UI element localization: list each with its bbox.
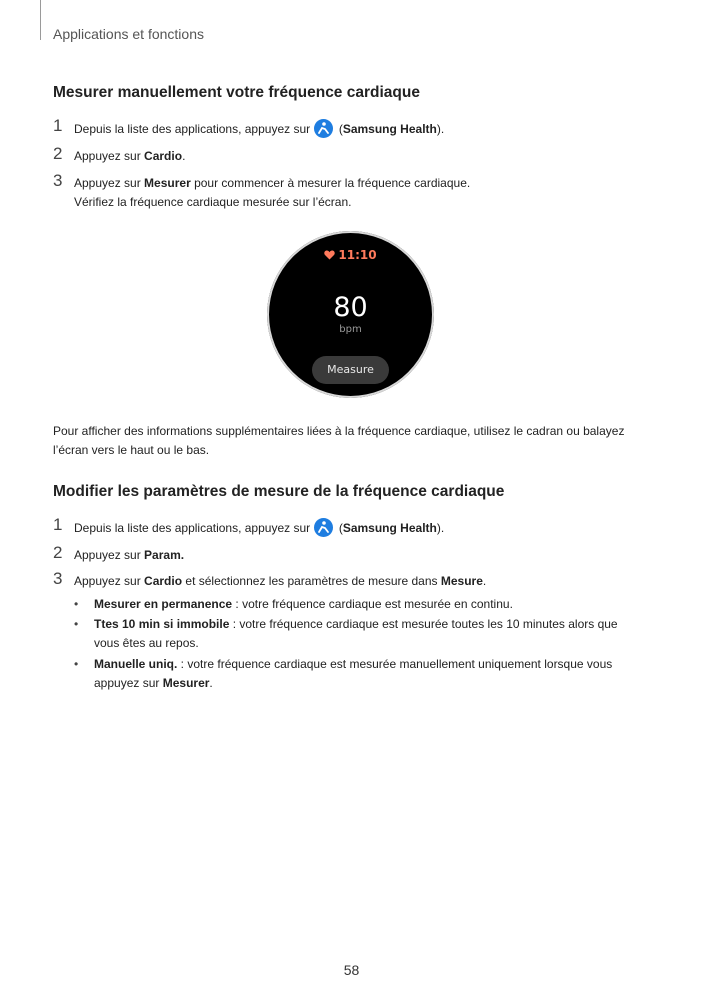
step-number: 3 <box>53 569 63 588</box>
heart-rate-value: 80 <box>333 292 368 323</box>
step-number: 2 <box>53 543 63 562</box>
list-item: • Manuelle uniq. : votre fréquence cardiaque est mesurée manuellement uniquement lorsque vous appuyez sur Mesurer. <box>74 657 613 690</box>
step-number: 1 <box>53 116 63 135</box>
samsung-health-icon <box>314 119 333 138</box>
watch-time: 11:10 <box>267 248 434 263</box>
step-number: 2 <box>53 144 63 163</box>
step-1: 1 Depuis la liste des applications, appuyez sur (Samsung Health). <box>53 116 445 136</box>
section-title-measure: Mesurer manuellement votre fréquence cardiaque <box>53 84 420 101</box>
step-1: 1 Depuis la liste des applications, appuyez sur (Samsung Health). <box>53 515 445 535</box>
step-2: 2 Appuyez sur Param. <box>53 543 185 562</box>
heart-icon <box>324 249 335 263</box>
step-3: 3 Appuyez sur Cardio et sélectionnez les paramètres de mesure dans Mesure. <box>53 569 487 588</box>
page-number: 58 <box>343 962 360 978</box>
watch-screen <box>267 231 434 398</box>
step-2: 2 Appuyez sur Cardio. <box>53 144 186 163</box>
chapter-header: Applications et fonctions <box>53 26 204 42</box>
info-paragraph: Pour afficher des informations supplémentaires liées à la fréquence cardiaque, utilisez le cadran ou balayez l’écran vers le haut ou le bas. <box>53 424 625 457</box>
heart-rate-unit: bpm <box>339 324 362 335</box>
samsung-health-icon <box>314 518 333 537</box>
step-number: 3 <box>53 171 63 190</box>
section-title-settings: Modifier les paramètres de mesure de la fréquence cardiaque <box>53 483 505 500</box>
list-item: • Ttes 10 min si immobile : votre fréquence cardiaque est mesurée toutes les 10 minutes alors que vous êtes au repos. <box>74 617 618 650</box>
header-rule <box>40 0 41 40</box>
step-3: 3 Appuyez sur Mesurer pour commencer à mesurer la fréquence cardiaque. Vérifiez la fréquence cardiaque mesurée sur l’écran. <box>53 171 471 209</box>
list-item: • Mesurer en permanence : votre fréquence cardiaque est mesurée en continu. <box>74 597 513 611</box>
measure-button[interactable]: Measure <box>312 356 389 384</box>
step-number: 1 <box>53 515 63 534</box>
